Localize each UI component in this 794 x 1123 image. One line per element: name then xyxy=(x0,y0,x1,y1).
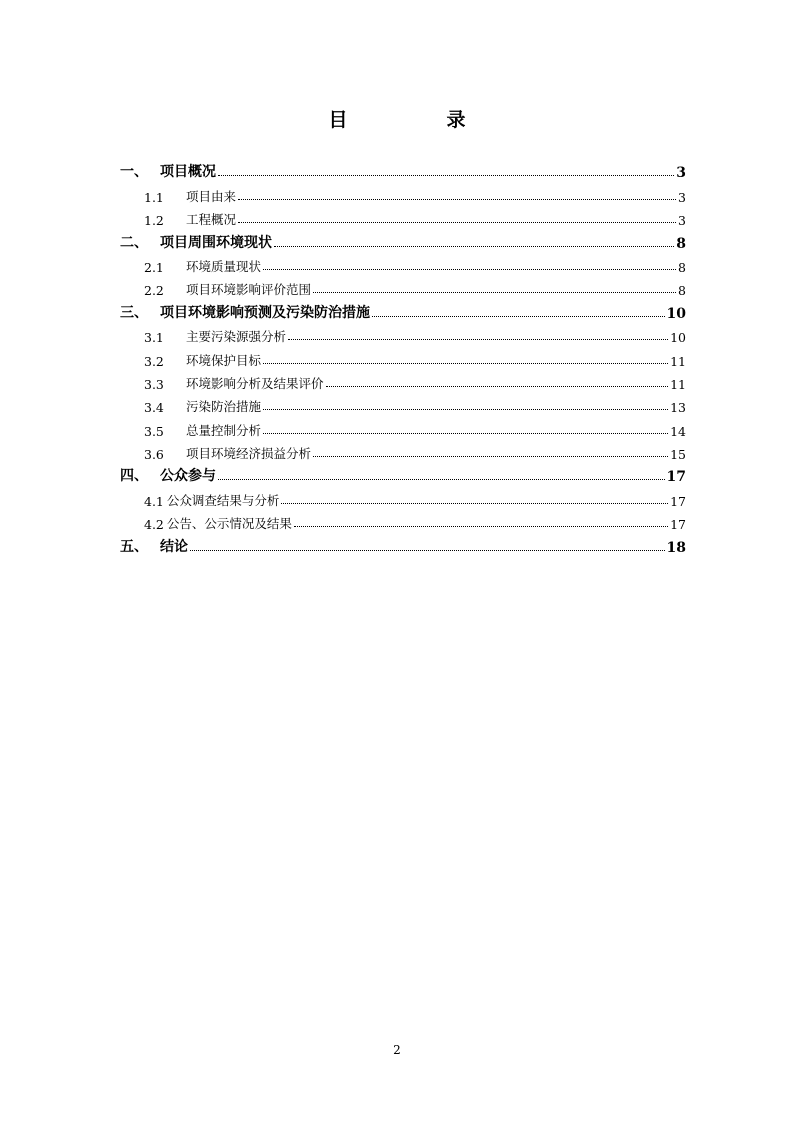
toc-section-entry[interactable] xyxy=(120,392,686,415)
toc-entry-page: 14 xyxy=(670,423,686,439)
toc-entry-title: 项目周围环境现状 xyxy=(160,234,272,251)
toc-dot-leader xyxy=(313,291,676,293)
toc-chapter-entry[interactable] xyxy=(120,158,686,181)
toc-chapter-entry[interactable] xyxy=(120,532,686,555)
toc-entry-page: 3 xyxy=(678,213,686,229)
toc-dot-leader xyxy=(288,338,668,340)
toc-dot-leader xyxy=(294,525,668,527)
toc-section-entry[interactable] xyxy=(120,439,686,462)
toc-entry-page: 11 xyxy=(670,376,686,392)
toc-entry-title: 污染防治措施 xyxy=(186,399,262,415)
toc-section-entry[interactable] xyxy=(120,345,686,368)
toc-dot-leader xyxy=(190,549,665,551)
toc-entry-number: 1.2 xyxy=(144,213,164,229)
toc-entry-page: 17 xyxy=(670,517,686,533)
toc-entry-page: 8 xyxy=(676,235,686,252)
toc-entry-number: 4.1 xyxy=(144,493,164,509)
toc-entry-title: 项目环境影响预测及污染防治措施 xyxy=(160,304,370,321)
toc-dot-leader xyxy=(313,455,668,457)
toc-section-entry[interactable] xyxy=(120,252,686,275)
toc-entry-title: 总量控制分析 xyxy=(186,422,262,438)
toc-entry-title: 环境影响分析及结果评价 xyxy=(186,375,324,391)
toc-entry-number: 3.5 xyxy=(144,423,164,439)
table-of-contents xyxy=(120,158,686,556)
toc-entry-title: 公众调查结果与分析 xyxy=(166,492,280,508)
toc-dot-leader xyxy=(218,174,674,176)
toc-entry-page: 8 xyxy=(678,259,686,275)
toc-entry-number: 1.1 xyxy=(144,189,164,205)
toc-entry-page: 17 xyxy=(670,493,686,509)
toc-section-entry[interactable] xyxy=(120,181,686,204)
toc-dot-leader xyxy=(274,245,674,247)
toc-entry-title: 环境保护目标 xyxy=(186,352,262,368)
toc-entry-title: 工程概况 xyxy=(186,212,237,228)
toc-entry-title: 项目概况 xyxy=(160,164,216,181)
toc-entry-number: 4.2 xyxy=(144,517,164,533)
page-number: 2 xyxy=(393,1043,401,1057)
toc-entry-page: 13 xyxy=(670,400,686,416)
toc-entry-number: 一、 xyxy=(120,164,148,181)
toc-entry-number: 2.2 xyxy=(144,283,164,299)
toc-entry-title: 项目环境经济损益分析 xyxy=(186,446,312,462)
toc-dot-leader xyxy=(238,221,676,223)
toc-entry-page: 3 xyxy=(676,165,686,182)
toc-section-entry[interactable] xyxy=(120,205,686,228)
toc-dot-leader xyxy=(372,315,665,317)
toc-entry-title: 主要污染源强分析 xyxy=(186,329,287,345)
toc-entry-number: 三、 xyxy=(120,304,148,321)
toc-entry-page: 10 xyxy=(670,330,686,346)
toc-dot-leader xyxy=(281,502,668,504)
toc-entry-page: 18 xyxy=(666,539,686,556)
toc-entry-number: 3.2 xyxy=(144,353,164,369)
toc-section-entry[interactable] xyxy=(120,509,686,532)
toc-entry-title: 环境质量现状 xyxy=(186,258,262,274)
toc-entry-number: 五、 xyxy=(120,538,148,555)
toc-dot-leader xyxy=(263,268,676,270)
toc-chapter-entry[interactable] xyxy=(120,462,686,485)
toc-section-entry[interactable] xyxy=(120,369,686,392)
toc-entry-number: 3.4 xyxy=(144,400,164,416)
toc-section-entry[interactable] xyxy=(120,415,686,438)
toc-dot-leader xyxy=(263,432,668,434)
toc-entry-number: 2.1 xyxy=(144,259,164,275)
toc-chapter-entry[interactable] xyxy=(120,298,686,321)
toc-entry-page: 17 xyxy=(666,469,686,486)
toc-entry-page: 3 xyxy=(678,189,686,205)
page-title: 目 录 xyxy=(328,109,506,131)
toc-entry-number: 3.6 xyxy=(144,447,164,463)
toc-entry-number: 四、 xyxy=(120,468,148,485)
toc-dot-leader xyxy=(263,408,668,410)
toc-entry-number: 3.1 xyxy=(144,330,164,346)
toc-entry-title: 项目环境影响评价范围 xyxy=(186,282,312,298)
toc-dot-leader xyxy=(238,198,676,200)
toc-entry-title: 结论 xyxy=(160,538,188,555)
toc-section-entry[interactable] xyxy=(120,485,686,508)
toc-entry-title: 公告、公示情况及结果 xyxy=(166,516,292,532)
toc-entry-number: 二、 xyxy=(120,234,148,251)
toc-chapter-entry[interactable] xyxy=(120,228,686,251)
toc-entry-title: 公众参与 xyxy=(160,468,216,485)
toc-entry-number: 3.3 xyxy=(144,376,164,392)
toc-entry-title: 项目由来 xyxy=(186,188,237,204)
toc-section-entry[interactable] xyxy=(120,275,686,298)
toc-entry-page: 11 xyxy=(670,353,686,369)
toc-dot-leader xyxy=(326,385,669,387)
toc-dot-leader xyxy=(218,478,665,480)
toc-section-entry[interactable] xyxy=(120,322,686,345)
toc-entry-page: 8 xyxy=(678,283,686,299)
toc-dot-leader xyxy=(263,362,668,364)
toc-entry-page: 10 xyxy=(666,305,686,322)
toc-entry-page: 15 xyxy=(670,447,686,463)
